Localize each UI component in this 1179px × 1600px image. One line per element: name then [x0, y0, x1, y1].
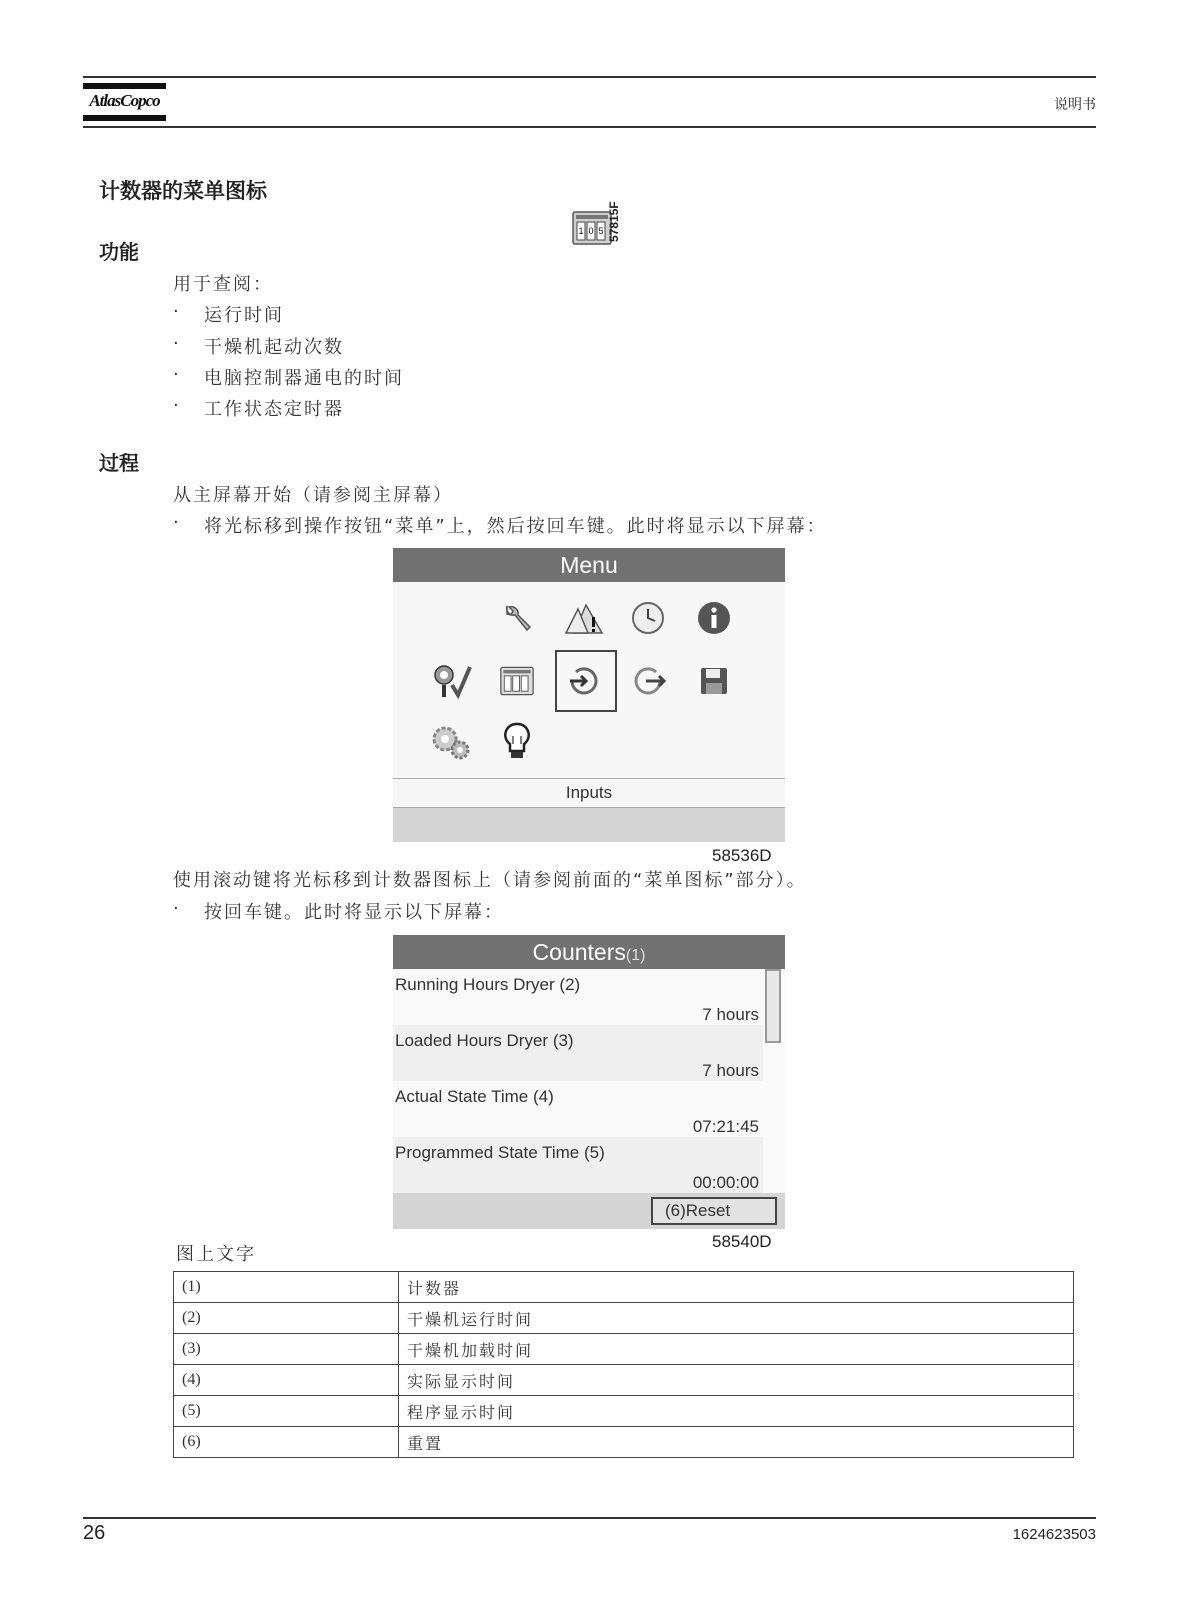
- svg-text:0: 0: [588, 226, 594, 236]
- legend-key: (2): [174, 1303, 399, 1334]
- legend-value: 实际显示时间: [399, 1365, 1074, 1396]
- menu-status-bar: [393, 808, 785, 842]
- legend-table: [173, 1271, 1074, 1458]
- atlas-copco-logo: AtlasCopco: [83, 81, 166, 123]
- counters-icon: [572, 211, 612, 245]
- counters-icon[interactable]: [495, 659, 539, 703]
- counters-figure-code: 58540D: [712, 1232, 772, 1251]
- procedure-heading: 过程: [99, 451, 139, 475]
- menu-title: Menu: [393, 548, 785, 582]
- menu-selected-label: Inputs: [393, 778, 785, 808]
- table-row: [174, 1396, 1074, 1427]
- svg-text:1: 1: [578, 226, 584, 236]
- counter-row[interactable]: Actual State Time (4) 07:21:45: [393, 1081, 763, 1137]
- function-heading: 功能: [99, 240, 139, 264]
- settings-gear-icon[interactable]: [429, 720, 473, 764]
- info-icon[interactable]: [692, 596, 736, 640]
- counter-row[interactable]: Running Hours Dryer (2) 7 hours: [393, 969, 763, 1025]
- legend-value: 重置: [399, 1427, 1074, 1458]
- legend-key: (4): [174, 1365, 399, 1396]
- step-text: 将光标移到操作按钮“菜单”上，然后按回车键。此时将显示以下屏幕：: [204, 516, 827, 537]
- legend-value: 干燥机运行时间: [399, 1303, 1074, 1334]
- intro-text: 用于查阅：: [173, 274, 273, 295]
- outputs-icon[interactable]: [626, 659, 670, 703]
- bullet: ·: [173, 333, 179, 354]
- table-row: [174, 1427, 1074, 1458]
- step-text: 使用滚动键将光标移到计数器图标上（请参阅前面的“菜单图标”部分）。: [173, 870, 807, 891]
- step-text: 从主屏幕开始（请参阅主屏幕）: [173, 485, 453, 506]
- save-icon[interactable]: [692, 659, 736, 703]
- header-bottom-rule: [83, 126, 1096, 128]
- inputs-icon[interactable]: [562, 659, 606, 703]
- list-item: 电脑控制器通电的时间: [204, 368, 404, 389]
- scrollbar[interactable]: [765, 969, 781, 1043]
- legend-value: 干燥机加载时间: [399, 1334, 1074, 1365]
- table-row: [174, 1334, 1074, 1365]
- svg-text:5: 5: [598, 226, 604, 236]
- legend-value: 计数器: [399, 1272, 1074, 1303]
- legend-key: (5): [174, 1396, 399, 1427]
- bullet: ·: [173, 301, 179, 322]
- list-item: 干燥机起动次数: [204, 337, 344, 358]
- bullet: ·: [173, 898, 179, 919]
- bullet: ·: [173, 364, 179, 385]
- legend-key: (1): [174, 1272, 399, 1303]
- warning-icon[interactable]: [561, 596, 605, 640]
- footer-rule: [83, 1517, 1096, 1519]
- counter-row[interactable]: Programmed State Time (5) 00:00:00: [393, 1137, 763, 1193]
- list-item: 运行时间: [204, 305, 284, 326]
- legend-caption: 图上文字: [176, 1244, 256, 1265]
- clock-icon[interactable]: [626, 596, 670, 640]
- header-top-rule: [83, 76, 1096, 78]
- icon-code: 57815F: [607, 201, 621, 242]
- list-item: 工作状态定时器: [204, 399, 344, 420]
- counter-row[interactable]: Loaded Hours Dryer (3) 7 hours: [393, 1025, 763, 1081]
- table-row: [174, 1272, 1074, 1303]
- counters-title: Counters(1): [393, 935, 785, 969]
- legend-key: (6): [174, 1427, 399, 1458]
- menu-screen: [393, 548, 785, 842]
- wrench-icon[interactable]: [495, 596, 539, 640]
- reset-button[interactable]: (6)Reset: [651, 1197, 777, 1225]
- step-text: 按回车键。此时将显示以下屏幕：: [204, 902, 504, 923]
- lightbulb-icon[interactable]: [495, 720, 539, 764]
- bullet: ·: [173, 512, 179, 533]
- legend-value: 程序显示时间: [399, 1396, 1074, 1427]
- header-document-type: 说明书: [1054, 97, 1096, 113]
- menu-figure-code: 58536D: [712, 846, 772, 865]
- counters-screen: [393, 935, 785, 1229]
- document-number: 1624623503: [1012, 1526, 1096, 1543]
- bullet: ·: [173, 395, 179, 416]
- table-row: [174, 1303, 1074, 1334]
- service-check-icon[interactable]: [429, 659, 473, 703]
- table-row: [174, 1365, 1074, 1396]
- section-title: 计数器的菜单图标: [99, 179, 267, 203]
- page-number: 26: [83, 1522, 106, 1544]
- legend-key: (3): [174, 1334, 399, 1365]
